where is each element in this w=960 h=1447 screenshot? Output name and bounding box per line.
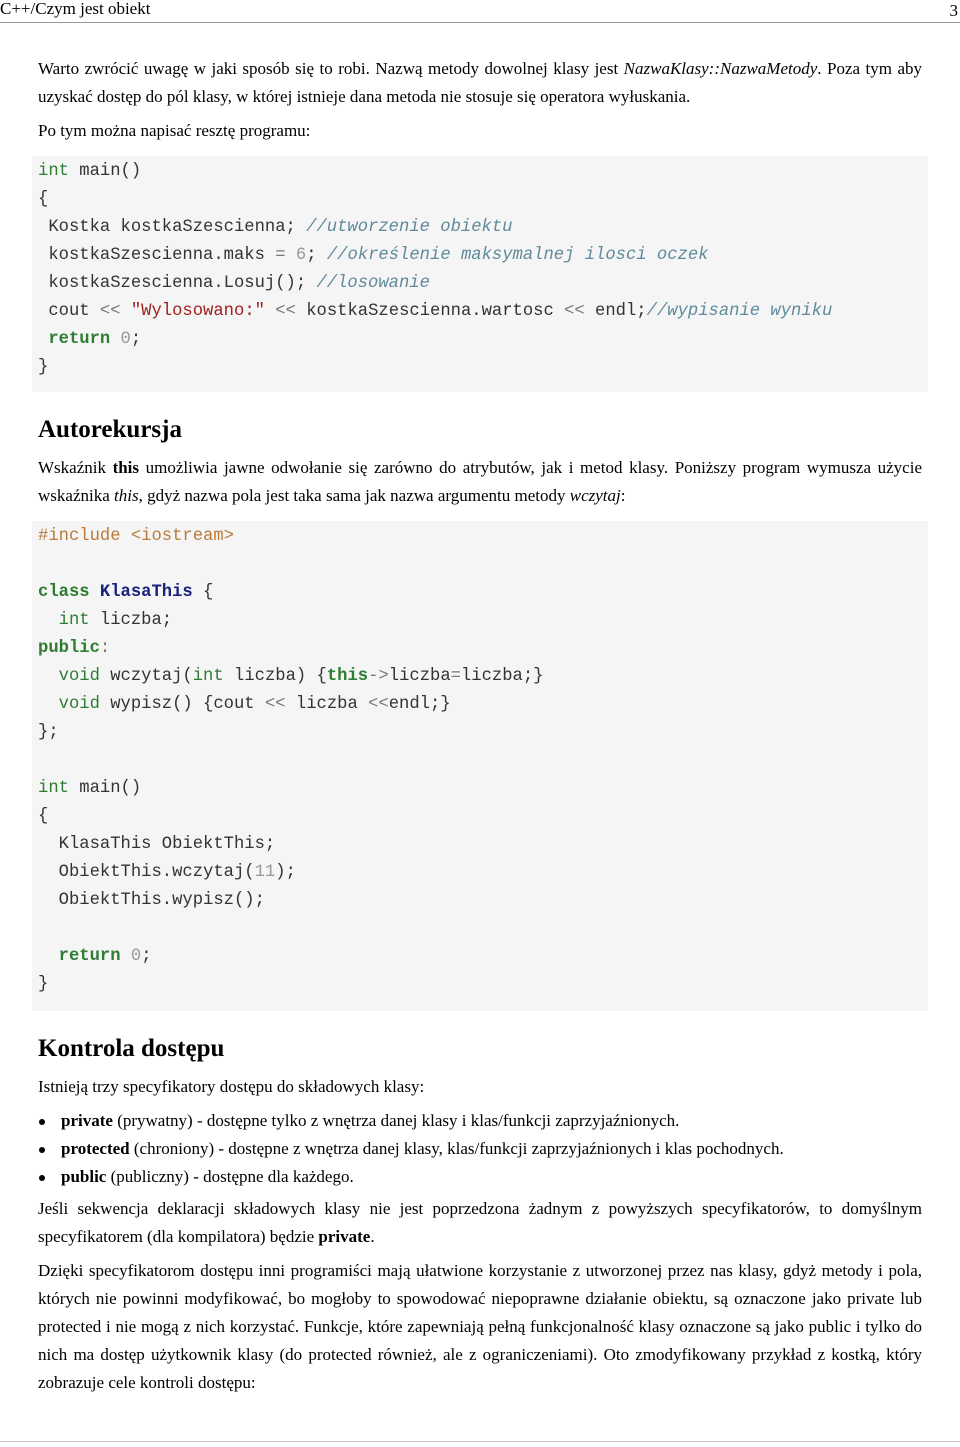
code-line: KlasaThis ObiektThis;: [38, 835, 276, 854]
code-token: liczba: [285, 695, 369, 714]
code-keyword: return: [48, 330, 111, 349]
code-token: wczytaj(: [99, 667, 193, 686]
code-token: endl;}: [388, 695, 451, 714]
text-run: (publiczny) - dostępne dla każdego.: [106, 1167, 354, 1186]
code-number: 6: [295, 246, 307, 265]
list-item: [38, 1135, 922, 1163]
code-comment: //utworzenie obiektu: [306, 218, 513, 237]
code-token: [38, 695, 59, 714]
code-token: [38, 611, 59, 630]
code-token: main(): [68, 779, 142, 798]
code-line: {: [38, 190, 49, 209]
code-comment: //określenie maksymalnej ilosci oczek: [326, 246, 709, 265]
code-token: int: [38, 162, 69, 181]
italic-term: this: [114, 486, 139, 505]
code-line: [38, 246, 708, 265]
text-run: . Poza tym aby uzyskać dostęp do pól klasy, w której istnieje dana metoda nie stosuje się operatora wyłuskania.: [38, 59, 922, 106]
bold-term: protected: [61, 1139, 130, 1158]
list-item: [38, 1163, 922, 1191]
code-token: [110, 330, 120, 349]
code-operator: =: [450, 667, 461, 686]
code-comment: //wypisanie wyniku: [646, 302, 833, 321]
code-line: }: [38, 358, 49, 377]
specifier-benefits-paragraph: Dzięki specyfikatorom dostępu inni programiści mają ułatwione korzystanie z utworzonej przez nas klasy, gdyż metody i pola, których nie powinni modyfikować, bo mogłoby to spowodować niepoprawne działanie obiektu, są oznaczone jako private lub protected i nie mogą z nich korzystać. Funkcje, które zapewniają pełną funkcjonalność klasy oznaczone są jako public i tylko do nich ma dostęp użytkownik klasy (do protected również, ale z ograniczeniami). Oto zmodyfikowany przykład z kostką, który zobrazuje cele kontroli dostępu:: [38, 1261, 922, 1392]
code-number: 0: [130, 947, 142, 966]
code-line: }: [38, 975, 49, 994]
code-type: int: [38, 779, 69, 798]
code-block-this: [32, 521, 928, 1011]
code-operator: ->: [368, 667, 389, 686]
code-line: [38, 695, 451, 714]
code-token: [121, 302, 131, 321]
italic-term: wczytaj: [569, 486, 621, 505]
code-class-name: KlasaThis: [99, 583, 193, 602]
code-token: ;: [306, 246, 327, 265]
code-token: [38, 947, 59, 966]
bold-term: private: [318, 1227, 371, 1246]
code-token: liczba: [388, 667, 451, 686]
code-token: [38, 667, 59, 686]
code-token: liczba;}: [460, 667, 544, 686]
code-token: {: [192, 583, 214, 602]
code-line: {: [38, 807, 49, 826]
code-line: [38, 639, 110, 658]
page-number: 3: [949, 1, 958, 20]
code-type: int: [58, 611, 90, 630]
code-token: endl;: [584, 302, 647, 321]
text-run: Wskaźnik: [38, 458, 113, 477]
code-token: cout: [38, 302, 100, 321]
page-header: [0, 0, 960, 23]
code-number: 0: [120, 330, 131, 349]
code-operator: =: [275, 246, 286, 265]
code-operator: <<: [368, 695, 389, 714]
code-token: ;: [130, 330, 142, 349]
text-run: (chroniony) - dostępne z wnętrza danej klasy, klas/funkcji zaprzyjaźnionych i klas pochodnych.: [129, 1139, 784, 1158]
code-line: [38, 611, 172, 630]
code-line: #include <iostream>: [38, 527, 234, 546]
this-paragraph: [38, 454, 922, 510]
section-heading-kontrola-dostepu: Kontrola dostępu: [38, 1035, 225, 1062]
code-number: 11: [254, 863, 276, 882]
bold-term: public: [61, 1167, 107, 1186]
code-token: kostkaSzescienna.Losuj();: [38, 274, 317, 293]
code-token: liczba;: [89, 611, 173, 630]
code-block-main: [32, 156, 928, 392]
text-run: umożliwia jawne odwołanie się zarówno do atrybutów, jak i metod klasy. Poniższy program wymusza użycie wskaźnika: [38, 458, 922, 505]
page-content: [38, 55, 922, 1397]
code-token: [286, 246, 296, 265]
bold-term: private: [61, 1111, 113, 1130]
text-run: (prywatny) - dostępne tylko z wnętrza danej klasy i klas/funkcji zaprzyjaźnionych.: [112, 1111, 680, 1130]
intro-paragraph: [38, 55, 922, 111]
text-run: Warto zwrócić uwagę w jaki sposób się to robi. Nazwą metody dowolnej klasy jest: [38, 59, 624, 78]
code-keyword: class: [38, 583, 90, 602]
code-token: main(): [68, 162, 142, 181]
code-line: [38, 274, 430, 293]
code-line: [38, 583, 213, 602]
code-line: [38, 667, 543, 686]
code-token: ;: [141, 947, 152, 966]
code-token: [121, 947, 131, 966]
access-specifier-list: [38, 1107, 922, 1191]
code-token: :: [99, 639, 111, 658]
code-token: [90, 583, 100, 602]
code-token: wypisz() {cout: [99, 695, 265, 714]
code-token: [265, 302, 275, 321]
code-token: ObiektThis.wczytaj(: [38, 863, 255, 882]
code-keyword: this: [326, 667, 369, 686]
code-type: void: [58, 667, 100, 686]
intro-paragraph-2: Po tym można napisać resztę programu:: [38, 121, 311, 140]
code-type: void: [58, 695, 100, 714]
code-token: kostkaSzescienna.maks: [38, 246, 276, 265]
bold-term: this: [112, 458, 140, 477]
running-title: C++/Czym jest obiekt: [0, 0, 151, 18]
code-operator: <<: [99, 302, 121, 321]
code-operator: <<: [564, 302, 585, 321]
text-run: :: [620, 486, 626, 505]
list-item: [38, 1107, 922, 1135]
code-line: [38, 302, 832, 321]
footer-divider: [0, 1441, 960, 1442]
access-intro: Istnieją trzy specyfikatory dostępu do składowych klasy:: [38, 1077, 425, 1096]
code-token: Kostka kostkaSzescienna;: [38, 218, 307, 237]
code-line: ObiektThis.wypisz();: [38, 891, 265, 910]
code-token: [38, 330, 48, 349]
code-line: [38, 218, 512, 237]
code-token: kostkaSzescienna.wartosc: [295, 302, 565, 321]
method-syntax: NazwaKlasy::NazwaMetody: [623, 59, 818, 78]
code-line: [38, 330, 141, 349]
code-line: [38, 947, 152, 966]
code-line: [38, 162, 141, 181]
code-keyword: public: [38, 639, 100, 658]
text-run: Jeśli sekwencja deklaracji składowych klasy nie jest poprzedzona żadnym z powyższych specyfikatorów, to domyślnym specyfikatorem (dla kompilatora) będzie: [38, 1199, 922, 1246]
code-operator: <<: [275, 302, 296, 321]
code-type: int: [192, 667, 224, 686]
section-heading-autorekursja: Autorekursja: [38, 416, 182, 443]
code-token: );: [275, 863, 296, 882]
code-line: [38, 779, 141, 798]
code-line: };: [38, 723, 59, 742]
code-line: [38, 863, 296, 882]
text-run: , gdyż nazwa pola jest taka sama jak nazwa argumentu metody: [138, 486, 570, 505]
code-token: liczba) {: [223, 667, 327, 686]
text-run: .: [370, 1227, 375, 1246]
code-comment: //losowanie: [316, 274, 430, 293]
default-specifier-paragraph: [38, 1195, 922, 1251]
code-operator: <<: [264, 695, 286, 714]
code-string: "Wylosowano:": [130, 302, 265, 321]
code-keyword: return: [58, 947, 121, 966]
